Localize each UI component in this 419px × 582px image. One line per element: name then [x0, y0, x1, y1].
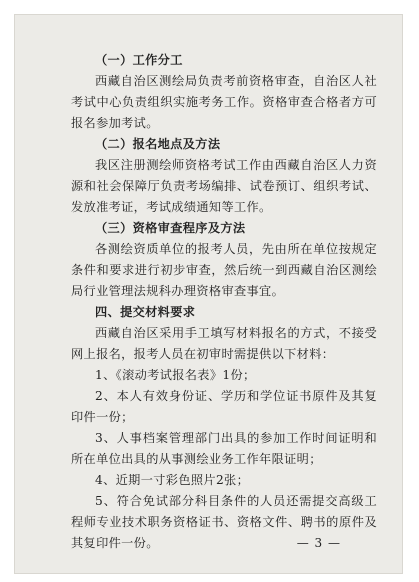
list-item-exemption-materials: 5、符合免试部分科目条件的人员还需提交高级工程师专业技术职务资格证书、资格文件、聘书的原件及其复印件一份。: [71, 494, 377, 550]
paragraph-materials-intro: 西藏自治区采用手工填写材料报名的方式，不接受网上报名，报考人员在初审时需提供以下材料：: [71, 326, 377, 361]
paragraph-registration: 我区注册测绘师资格考试工作由西藏自治区人力资源和社会保障厅负责考场编排、试卷预订、组织考试、发放准考证，考试成绩通知等工作。: [71, 158, 377, 214]
list-item-id-and-diplomas: 2、本人有效身份证、学历和学位证书原件及其复印件一份；: [71, 389, 377, 424]
list-item-application-form: 1、《滚动考试报名表》1份；: [95, 368, 256, 382]
section-heading-registration: （二）报名地点及方法: [95, 137, 221, 151]
document-body: [71, 50, 377, 554]
paragraph-work-division: 西藏自治区测绘局负责考前资格审查，自治区人社考试中心负责组织实施考务工作。资格审查合格者方可报名参加考试。: [71, 74, 377, 130]
list-item-photos: 4、近期一寸彩色照片2张；: [95, 473, 250, 487]
page-number: — 3 —: [296, 536, 341, 550]
section-heading-work-division: （一）工作分工: [95, 53, 183, 67]
section-heading-materials: 四、提交材料要求: [95, 305, 196, 319]
document-page: [14, 14, 403, 574]
paragraph-qualification-review: 各测绘资质单位的报考人员，先由所在单位按规定条件和要求进行初步审查，然后统一到西藏自治区测绘局行业管理法规科办理资格审查事宜。: [71, 242, 377, 298]
section-heading-qualification-review: （三）资格审查程序及方法: [95, 221, 246, 235]
list-item-work-proof: 3、人事档案管理部门出具的参加工作时间证明和所在单位出具的从事测绘业务工作年限证明；: [71, 431, 377, 466]
